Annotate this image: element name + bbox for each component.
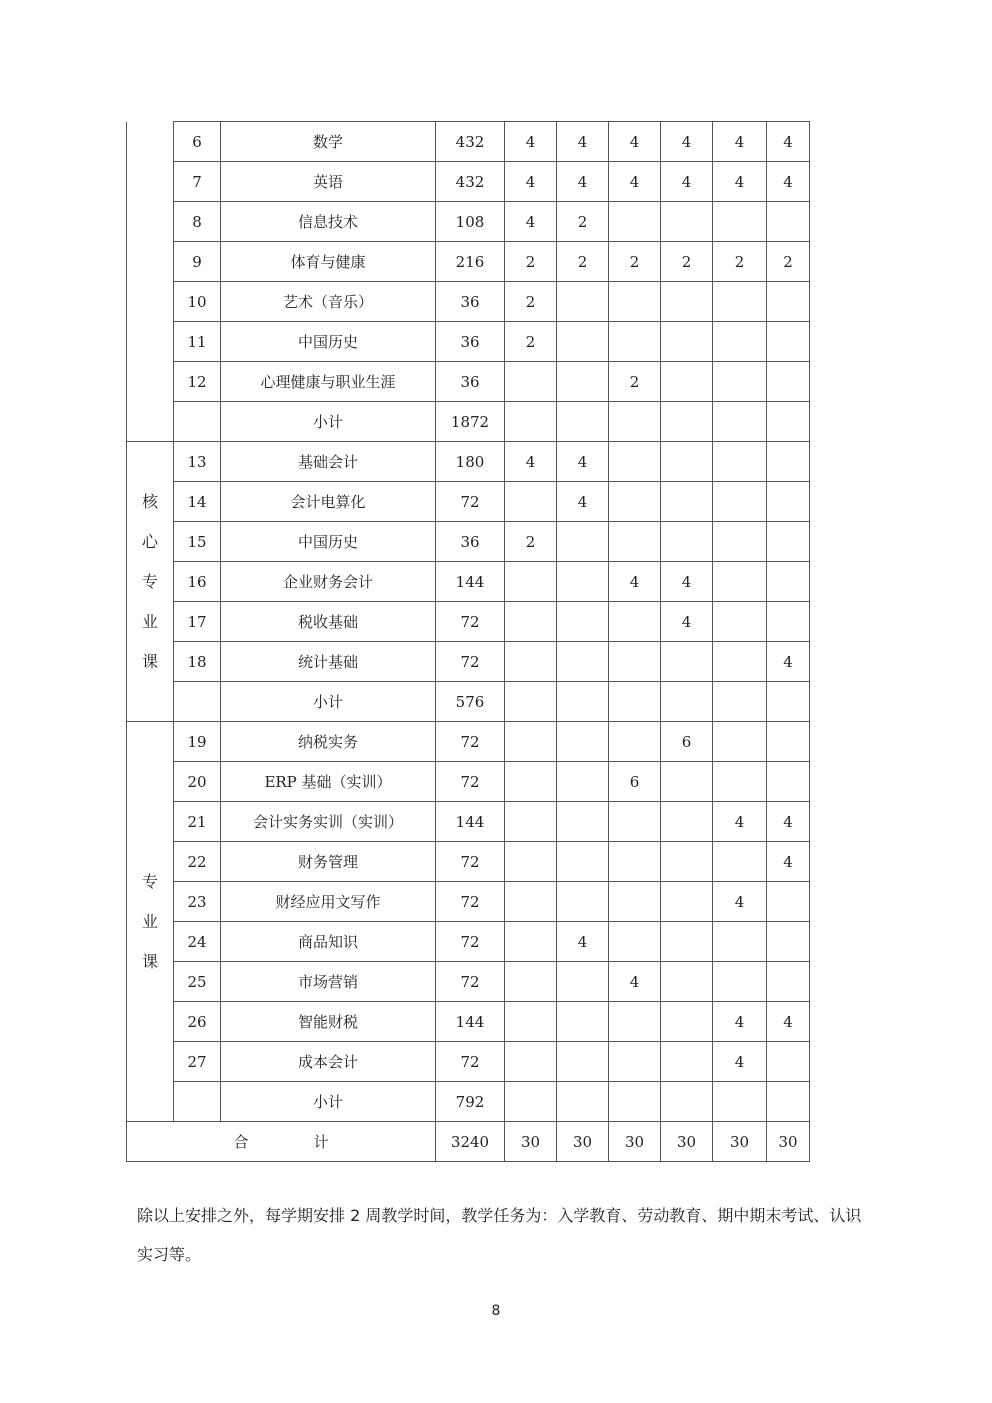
total-hours: 144 bbox=[436, 562, 505, 602]
semester-5-hours bbox=[713, 322, 767, 362]
total-hours: 72 bbox=[436, 482, 505, 522]
semester-5-hours bbox=[713, 922, 767, 962]
semester-5-hours bbox=[713, 362, 767, 402]
semester-1-hours bbox=[505, 762, 557, 802]
semester-6-hours bbox=[767, 282, 810, 322]
semester-3-hours bbox=[609, 682, 661, 722]
semester-4-hours bbox=[661, 362, 713, 402]
total-hours: 72 bbox=[436, 842, 505, 882]
semester-4-hours: 4 bbox=[661, 602, 713, 642]
total-hours: 72 bbox=[436, 922, 505, 962]
semester-5-hours: 4 bbox=[713, 802, 767, 842]
course-row bbox=[127, 842, 810, 882]
course-number: 17 bbox=[174, 602, 221, 642]
total-hours: 72 bbox=[436, 1042, 505, 1082]
course-row bbox=[127, 282, 810, 322]
course-name: 心理健康与职业生涯 bbox=[221, 362, 436, 402]
semester-3-hours bbox=[609, 282, 661, 322]
course-row bbox=[127, 522, 810, 562]
course-number: 8 bbox=[174, 202, 221, 242]
course-number: 9 bbox=[174, 242, 221, 282]
semester-1-hours bbox=[505, 962, 557, 1002]
course-name: ERP 基础（实训） bbox=[221, 762, 436, 802]
semester-6-hours bbox=[767, 522, 810, 562]
course-number: 16 bbox=[174, 562, 221, 602]
course-name: 中国历史 bbox=[221, 522, 436, 562]
course-row bbox=[127, 562, 810, 602]
semester-2-hours bbox=[557, 802, 609, 842]
course-row bbox=[127, 1042, 810, 1082]
course-row bbox=[127, 962, 810, 1002]
semester-1-hours bbox=[505, 482, 557, 522]
footnote-text: 除以上安排之外，每学期安排 2 周教学时间，教学任务为：入学教育、劳动教育、期中期末考试、认识实习等。 bbox=[137, 1206, 862, 1264]
course-name: 纳税实务 bbox=[221, 722, 436, 762]
course-row bbox=[127, 642, 810, 682]
course-number: 12 bbox=[174, 362, 221, 402]
course-number: 25 bbox=[174, 962, 221, 1002]
total-hours: 72 bbox=[436, 962, 505, 1002]
semester-5-hours: 4 bbox=[713, 122, 767, 162]
course-name: 体育与健康 bbox=[221, 242, 436, 282]
semester-4-hours bbox=[661, 642, 713, 682]
semester-3-hours bbox=[609, 482, 661, 522]
semester-4-hours bbox=[661, 842, 713, 882]
grand-total-row bbox=[127, 1122, 810, 1162]
semester-1-hours: 2 bbox=[505, 322, 557, 362]
semester-1-hours bbox=[505, 882, 557, 922]
semester-4-hours bbox=[661, 762, 713, 802]
semester-2-hours bbox=[557, 962, 609, 1002]
semester-4-hours bbox=[661, 202, 713, 242]
course-row bbox=[127, 482, 810, 522]
semester-6-hours bbox=[767, 562, 810, 602]
semester-6-hours: 4 bbox=[767, 122, 810, 162]
semester-1-hours bbox=[505, 362, 557, 402]
course-name: 小计 bbox=[221, 402, 436, 442]
semester-6-hours bbox=[767, 362, 810, 402]
semester-1-hours bbox=[505, 722, 557, 762]
semester-2-hours bbox=[557, 282, 609, 322]
semester-5-hours: 4 bbox=[713, 162, 767, 202]
course-schedule-table bbox=[126, 121, 810, 1162]
course-name: 市场营销 bbox=[221, 962, 436, 1002]
semester-5-hours bbox=[713, 1082, 767, 1122]
semester-2-hours bbox=[557, 522, 609, 562]
semester-3-hours bbox=[609, 802, 661, 842]
semester-5-hours bbox=[713, 442, 767, 482]
semester-2-hours: 4 bbox=[557, 922, 609, 962]
semester-1-hours: 2 bbox=[505, 282, 557, 322]
total-hours: 144 bbox=[436, 1002, 505, 1042]
total-hours: 72 bbox=[436, 722, 505, 762]
semester-5-hours bbox=[713, 562, 767, 602]
semester-2-hours bbox=[557, 322, 609, 362]
semester-4-hours: 2 bbox=[661, 242, 713, 282]
semester-1-hours bbox=[505, 642, 557, 682]
semester-6-hours: 4 bbox=[767, 842, 810, 882]
total-hours: 108 bbox=[436, 202, 505, 242]
semester-1-hours: 2 bbox=[505, 522, 557, 562]
course-name: 小计 bbox=[221, 682, 436, 722]
semester-6-hours bbox=[767, 602, 810, 642]
course-row bbox=[127, 122, 810, 162]
semester-4-hours bbox=[661, 882, 713, 922]
semester-3-hours bbox=[609, 522, 661, 562]
total-hours: 792 bbox=[436, 1082, 505, 1122]
semester-4-hours bbox=[661, 522, 713, 562]
total-hours: 72 bbox=[436, 602, 505, 642]
category-label bbox=[127, 722, 174, 1122]
semester-4-total: 30 bbox=[661, 1122, 713, 1162]
semester-3-hours: 4 bbox=[609, 162, 661, 202]
semester-5-hours: 4 bbox=[713, 882, 767, 922]
semester-2-hours bbox=[557, 682, 609, 722]
semester-2-hours bbox=[557, 1002, 609, 1042]
semester-1-hours: 4 bbox=[505, 442, 557, 482]
semester-4-hours bbox=[661, 962, 713, 1002]
semester-3-hours bbox=[609, 322, 661, 362]
course-number: 26 bbox=[174, 1002, 221, 1042]
semester-2-hours bbox=[557, 1082, 609, 1122]
semester-6-hours bbox=[767, 882, 810, 922]
semester-4-hours bbox=[661, 1082, 713, 1122]
total-hours: 1872 bbox=[436, 402, 505, 442]
course-number: 24 bbox=[174, 922, 221, 962]
semester-6-hours bbox=[767, 682, 810, 722]
course-row bbox=[127, 362, 810, 402]
course-number: 13 bbox=[174, 442, 221, 482]
course-number: 11 bbox=[174, 322, 221, 362]
course-number: 15 bbox=[174, 522, 221, 562]
semester-3-hours bbox=[609, 202, 661, 242]
semester-1-hours bbox=[505, 1002, 557, 1042]
grand-total-label bbox=[127, 1122, 436, 1162]
semester-5-hours bbox=[713, 842, 767, 882]
total-hours: 36 bbox=[436, 282, 505, 322]
course-name: 英语 bbox=[221, 162, 436, 202]
semester-5-hours bbox=[713, 402, 767, 442]
semester-3-hours bbox=[609, 722, 661, 762]
semester-6-hours: 2 bbox=[767, 242, 810, 282]
course-name: 基础会计 bbox=[221, 442, 436, 482]
semester-3-hours bbox=[609, 602, 661, 642]
semester-5-hours bbox=[713, 522, 767, 562]
semester-2-hours bbox=[557, 722, 609, 762]
semester-6-hours: 4 bbox=[767, 1002, 810, 1042]
semester-2-hours bbox=[557, 882, 609, 922]
course-number: 20 bbox=[174, 762, 221, 802]
course-row bbox=[127, 802, 810, 842]
semester-2-hours bbox=[557, 362, 609, 402]
course-name: 税收基础 bbox=[221, 602, 436, 642]
semester-6-hours bbox=[767, 722, 810, 762]
semester-5-hours bbox=[713, 762, 767, 802]
course-name: 商品知识 bbox=[221, 922, 436, 962]
category-label-text: 核 心 专 业 课 bbox=[141, 491, 158, 671]
semester-3-hours bbox=[609, 922, 661, 962]
category-label bbox=[127, 122, 174, 442]
semester-2-hours bbox=[557, 1042, 609, 1082]
semester-2-total: 30 bbox=[557, 1122, 609, 1162]
semester-4-hours bbox=[661, 322, 713, 362]
semester-6-hours: 4 bbox=[767, 802, 810, 842]
semester-1-hours bbox=[505, 1082, 557, 1122]
semester-6-hours bbox=[767, 202, 810, 242]
semester-3-hours: 4 bbox=[609, 962, 661, 1002]
semester-3-hours: 4 bbox=[609, 562, 661, 602]
course-row bbox=[127, 722, 810, 762]
total-hours: 72 bbox=[436, 642, 505, 682]
semester-1-hours bbox=[505, 602, 557, 642]
total-hours: 432 bbox=[436, 162, 505, 202]
semester-6-hours bbox=[767, 922, 810, 962]
total-label-left: 合 bbox=[233, 1133, 249, 1151]
semester-3-hours: 2 bbox=[609, 242, 661, 282]
course-number: 18 bbox=[174, 642, 221, 682]
course-number: 10 bbox=[174, 282, 221, 322]
semester-6-hours bbox=[767, 762, 810, 802]
course-name: 财经应用文写作 bbox=[221, 882, 436, 922]
semester-3-hours: 6 bbox=[609, 762, 661, 802]
subtotal-row bbox=[127, 402, 810, 442]
category-label bbox=[127, 442, 174, 722]
semester-3-hours bbox=[609, 442, 661, 482]
semester-2-hours bbox=[557, 642, 609, 682]
semester-6-hours: 4 bbox=[767, 162, 810, 202]
course-name: 统计基础 bbox=[221, 642, 436, 682]
course-name: 成本会计 bbox=[221, 1042, 436, 1082]
semester-4-hours bbox=[661, 922, 713, 962]
semester-5-total: 30 bbox=[713, 1122, 767, 1162]
semester-2-hours: 4 bbox=[557, 482, 609, 522]
course-number: 6 bbox=[174, 122, 221, 162]
course-number bbox=[174, 682, 221, 722]
semester-4-hours bbox=[661, 402, 713, 442]
semester-1-hours bbox=[505, 682, 557, 722]
course-row bbox=[127, 1002, 810, 1042]
semester-6-hours bbox=[767, 402, 810, 442]
semester-4-hours bbox=[661, 482, 713, 522]
grand-total-hours: 3240 bbox=[436, 1122, 505, 1162]
semester-1-hours: 4 bbox=[505, 122, 557, 162]
semester-1-hours bbox=[505, 802, 557, 842]
course-row bbox=[127, 882, 810, 922]
course-row bbox=[127, 202, 810, 242]
course-row bbox=[127, 442, 810, 482]
course-number: 7 bbox=[174, 162, 221, 202]
semester-2-hours bbox=[557, 562, 609, 602]
semester-3-hours: 4 bbox=[609, 122, 661, 162]
semester-4-hours bbox=[661, 682, 713, 722]
semester-5-hours bbox=[713, 602, 767, 642]
course-number: 19 bbox=[174, 722, 221, 762]
semester-1-hours bbox=[505, 402, 557, 442]
semester-2-hours bbox=[557, 402, 609, 442]
course-row bbox=[127, 242, 810, 282]
total-hours: 180 bbox=[436, 442, 505, 482]
total-hours: 72 bbox=[436, 762, 505, 802]
semester-3-hours bbox=[609, 402, 661, 442]
total-hours: 144 bbox=[436, 802, 505, 842]
course-name: 财务管理 bbox=[221, 842, 436, 882]
total-hours: 36 bbox=[436, 522, 505, 562]
course-number: 22 bbox=[174, 842, 221, 882]
semester-3-hours bbox=[609, 1042, 661, 1082]
semester-1-hours bbox=[505, 922, 557, 962]
semester-5-hours bbox=[713, 722, 767, 762]
semester-4-hours bbox=[661, 442, 713, 482]
course-number bbox=[174, 1082, 221, 1122]
semester-6-hours bbox=[767, 1082, 810, 1122]
semester-2-hours: 4 bbox=[557, 162, 609, 202]
course-number: 14 bbox=[174, 482, 221, 522]
semester-6-total: 30 bbox=[767, 1122, 810, 1162]
semester-2-hours bbox=[557, 602, 609, 642]
course-name: 会计电算化 bbox=[221, 482, 436, 522]
total-hours: 36 bbox=[436, 362, 505, 402]
semester-6-hours bbox=[767, 442, 810, 482]
semester-2-hours: 2 bbox=[557, 202, 609, 242]
course-number: 23 bbox=[174, 882, 221, 922]
semester-6-hours bbox=[767, 322, 810, 362]
course-row bbox=[127, 922, 810, 962]
total-label-right: 计 bbox=[313, 1133, 329, 1151]
semester-3-hours bbox=[609, 1002, 661, 1042]
semester-4-hours: 4 bbox=[661, 122, 713, 162]
semester-5-hours bbox=[713, 482, 767, 522]
semester-4-hours bbox=[661, 282, 713, 322]
semester-1-hours bbox=[505, 562, 557, 602]
course-row bbox=[127, 162, 810, 202]
semester-2-hours: 4 bbox=[557, 442, 609, 482]
semester-4-hours bbox=[661, 1002, 713, 1042]
semester-1-hours bbox=[505, 842, 557, 882]
semester-4-hours: 4 bbox=[661, 562, 713, 602]
semester-4-hours: 4 bbox=[661, 162, 713, 202]
semester-6-hours: 4 bbox=[767, 642, 810, 682]
semester-4-hours: 6 bbox=[661, 722, 713, 762]
semester-3-total: 30 bbox=[609, 1122, 661, 1162]
total-hours: 36 bbox=[436, 322, 505, 362]
category-label-text: 专 业 课 bbox=[141, 871, 158, 971]
total-hours: 576 bbox=[436, 682, 505, 722]
semester-5-hours: 4 bbox=[713, 1042, 767, 1082]
course-name: 企业财务会计 bbox=[221, 562, 436, 602]
course-number: 21 bbox=[174, 802, 221, 842]
semester-5-hours bbox=[713, 202, 767, 242]
course-name: 艺术（音乐） bbox=[221, 282, 436, 322]
total-hours: 432 bbox=[436, 122, 505, 162]
semester-1-total: 30 bbox=[505, 1122, 557, 1162]
semester-1-hours bbox=[505, 1042, 557, 1082]
semester-5-hours bbox=[713, 282, 767, 322]
course-row bbox=[127, 322, 810, 362]
course-name: 智能财税 bbox=[221, 1002, 436, 1042]
course-name: 数学 bbox=[221, 122, 436, 162]
semester-2-hours: 2 bbox=[557, 242, 609, 282]
semester-3-hours bbox=[609, 1082, 661, 1122]
semester-1-hours: 4 bbox=[505, 162, 557, 202]
total-hours: 216 bbox=[436, 242, 505, 282]
semester-5-hours bbox=[713, 962, 767, 1002]
semester-1-hours: 2 bbox=[505, 242, 557, 282]
page-number: 8 bbox=[491, 1303, 501, 1319]
semester-3-hours bbox=[609, 842, 661, 882]
semester-3-hours bbox=[609, 882, 661, 922]
semester-4-hours bbox=[661, 1042, 713, 1082]
total-hours: 72 bbox=[436, 882, 505, 922]
semester-6-hours bbox=[767, 962, 810, 1002]
semester-2-hours bbox=[557, 842, 609, 882]
semester-2-hours: 4 bbox=[557, 122, 609, 162]
course-name: 会计实务实训（实训） bbox=[221, 802, 436, 842]
semester-6-hours bbox=[767, 1042, 810, 1082]
course-row bbox=[127, 762, 810, 802]
course-row bbox=[127, 602, 810, 642]
semester-4-hours bbox=[661, 802, 713, 842]
semester-3-hours: 2 bbox=[609, 362, 661, 402]
semester-1-hours: 4 bbox=[505, 202, 557, 242]
subtotal-row bbox=[127, 1082, 810, 1122]
course-name: 中国历史 bbox=[221, 322, 436, 362]
course-number bbox=[174, 402, 221, 442]
semester-5-hours: 4 bbox=[713, 1002, 767, 1042]
subtotal-row bbox=[127, 682, 810, 722]
course-name: 小计 bbox=[221, 1082, 436, 1122]
course-number: 27 bbox=[174, 1042, 221, 1082]
semester-5-hours: 2 bbox=[713, 242, 767, 282]
semester-2-hours bbox=[557, 762, 609, 802]
semester-3-hours bbox=[609, 642, 661, 682]
course-name: 信息技术 bbox=[221, 202, 436, 242]
semester-5-hours bbox=[713, 642, 767, 682]
semester-5-hours bbox=[713, 682, 767, 722]
semester-6-hours bbox=[767, 482, 810, 522]
